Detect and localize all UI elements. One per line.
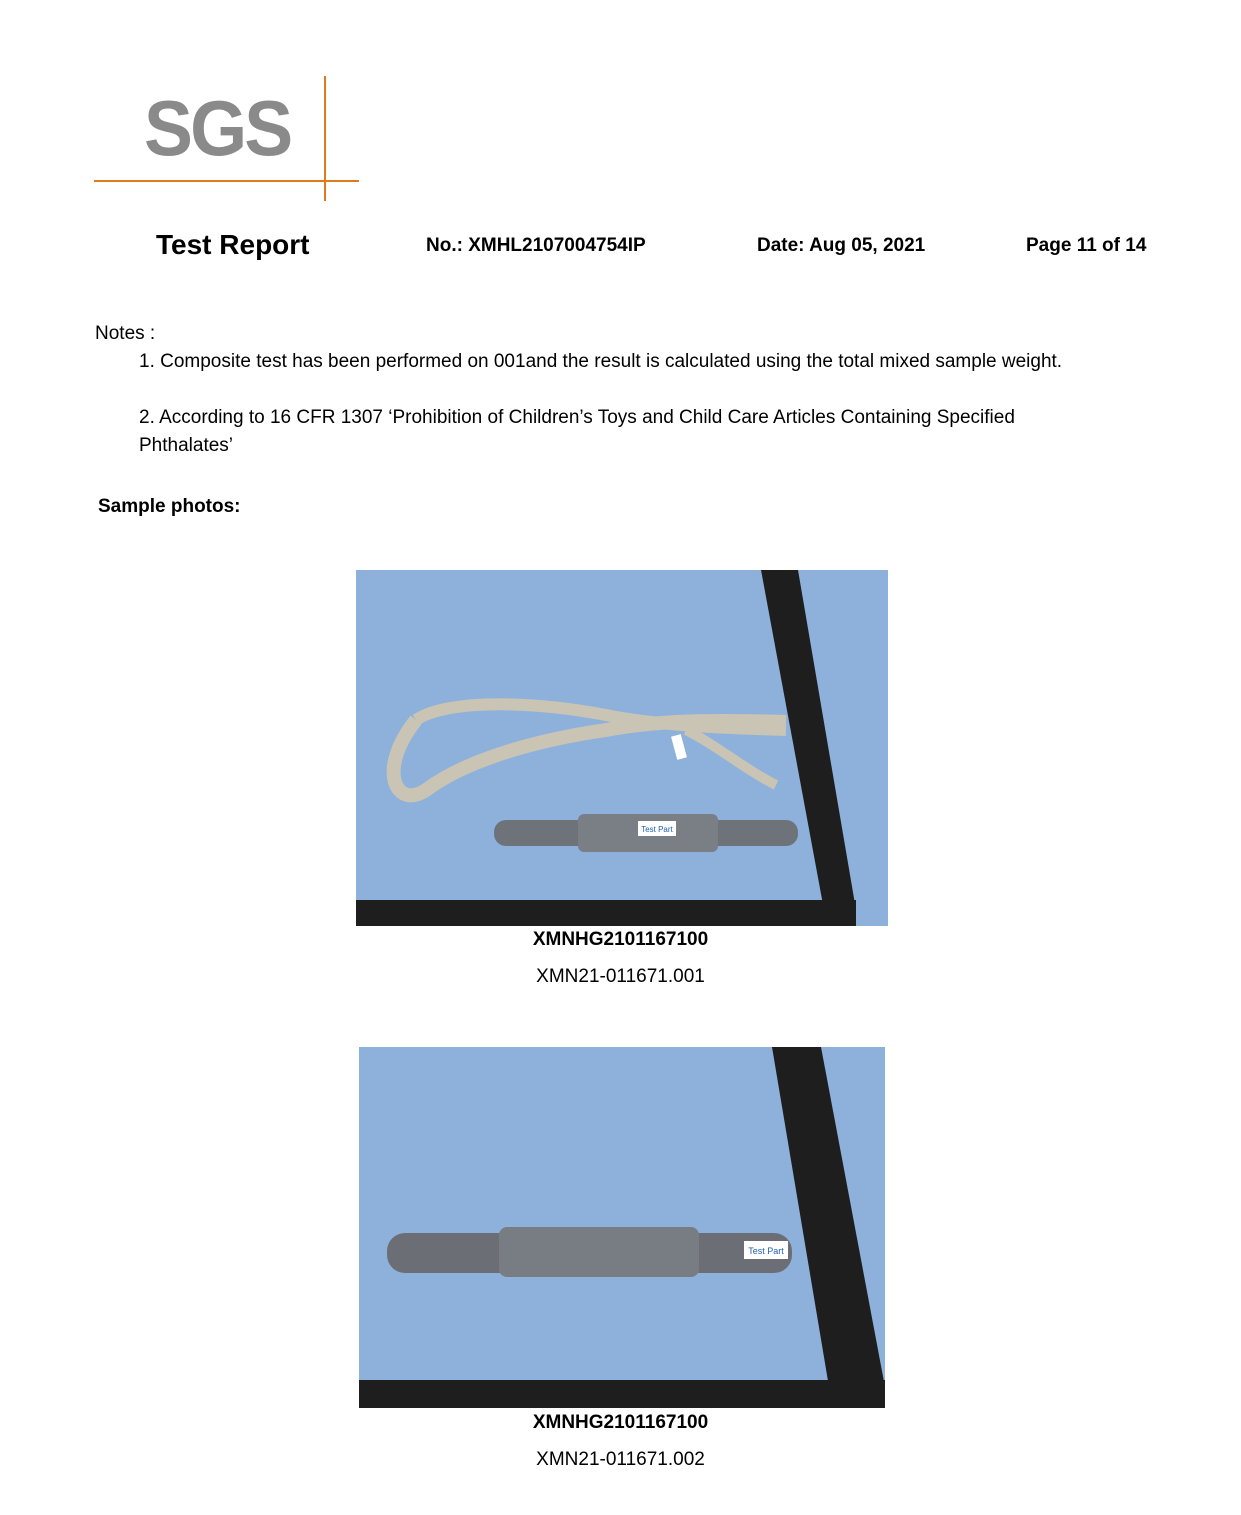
test-part-label-1: Test Part: [641, 825, 673, 834]
logo-text: SGS: [144, 84, 291, 172]
report-date: Date: Aug 05, 2021: [757, 235, 926, 256]
photo-1-code: XMNHG2101167100: [532, 929, 709, 950]
report-number: No.: XMHL2107004754IP: [426, 235, 646, 256]
sgs-logo: [94, 76, 360, 202]
note-item-1: 1. Composite test has been performed on 001and the result is calculated using the total mixed sample weight.: [139, 351, 1063, 372]
page-number: Page 11 of 14: [1026, 235, 1147, 256]
notes-heading: Notes :: [95, 323, 156, 344]
photo-2-code: XMNHG2101167100: [532, 1412, 709, 1433]
sample-photo-2: [359, 1047, 885, 1408]
test-part-label-2: Test Part: [748, 1246, 784, 1256]
sample-photos-heading: Sample photos:: [98, 496, 241, 517]
page-title: Test Report: [156, 229, 310, 260]
sample-photo-1: [356, 570, 888, 926]
logo-horizontal-line: [94, 180, 359, 182]
photo-2-sample-id: XMN21-011671.002: [536, 1449, 705, 1470]
logo-vertical-line: [324, 76, 326, 201]
photo-1-sample-id: XMN21-011671.001: [536, 966, 705, 987]
note-item-2: 2. According to 16 CFR 1307 ‘Prohibition of Children’s Toys and Child Care Articles Containing Specified Phthalates’: [139, 407, 1015, 456]
